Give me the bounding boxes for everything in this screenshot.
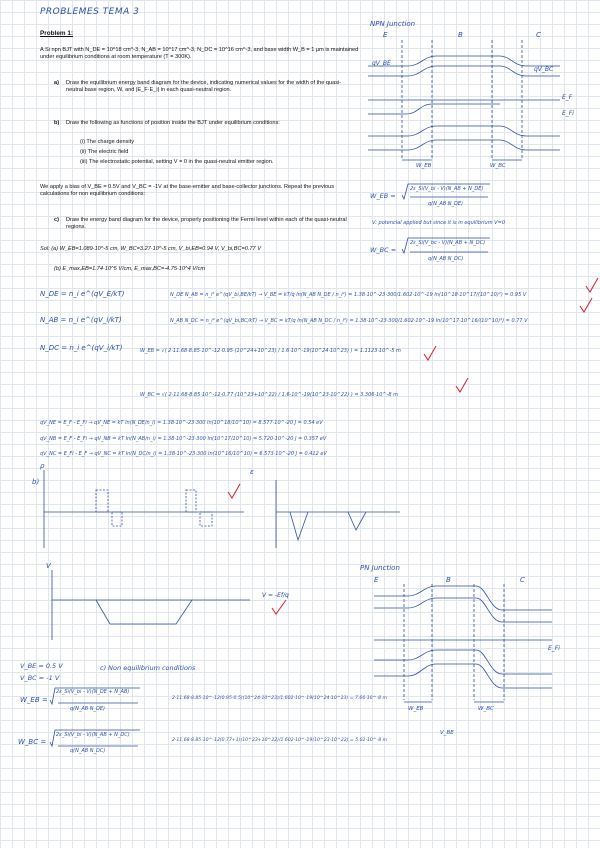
web-eq-num: 2ε_Si(V_bi - V)(N_AB + N_DE)	[410, 186, 484, 192]
qvbc-label: qV_BC	[534, 66, 554, 73]
rho-label: ρ	[40, 462, 45, 470]
qa-label: a)	[54, 80, 59, 86]
web-label: W_EB	[416, 163, 432, 169]
nde-eq: N_DE = n_i e^(qV_E/kT)	[40, 290, 125, 298]
problem-intro: A Si npn BJT with N_DE = 10^18 cm^-3, N_AB = 10^17 cm^-3, N_DC = 10^16 cm^-3, and base width W_B = 1 µm is maintained under equilibrium conditions at room temperature (T = 300K).	[40, 47, 359, 61]
web2-den: q(N_AB N_DE)	[70, 706, 106, 712]
v-note: V: potencial applied but since it is in equilibrium V=0	[372, 220, 505, 226]
v-relation: V = -Ef/q	[262, 592, 289, 599]
qb-item-2: (ii) The electric field	[80, 149, 129, 155]
label-c-top: C	[536, 31, 541, 39]
web2-num: 2ε_Si(V_bi - V)(N_DE + N_AB)	[56, 689, 130, 695]
pn-title: PN Junction	[360, 564, 400, 572]
wbc-label-bottom: W_BC	[478, 706, 494, 712]
page-title: PROBLEMES TEMA 3	[40, 7, 140, 17]
label-b-top: B	[458, 31, 463, 39]
vbe-label-bottom: V_BE	[440, 730, 454, 736]
qvbe-label: qV_BE	[372, 60, 391, 67]
c-label: c) Non equilibrium conditions	[100, 664, 196, 672]
wbc-eq-den: q(N_AB N_DC)	[428, 256, 464, 262]
wbc2-lhs: W_BC =	[18, 738, 47, 746]
qc-text: Draw the energy band diagram for the device, properly positioning the Fermi level within each of the quasi-neutral regions.	[66, 217, 347, 231]
band-diagram-equilibrium	[368, 40, 560, 160]
npn-title: NPN Junction	[370, 20, 416, 28]
wbc-label: W_BC	[490, 163, 506, 169]
vbe-calc: N_DE N_AB = n_i² e^(qV_bi,BE/kT) → V_BE = kT/q ln(N_AB N_DE / n_i²) = 1.38·10^-23·300/1.602·10^-19 ln(10^18·10^17/(10^10)²) = 0.95 V	[170, 292, 527, 298]
ef-label: E_F	[562, 94, 573, 101]
wbc-calc: W_BC = √( 2·11.68·8.85·10^-12·0.77·(10^23+10^22) / 1.6·10^-19(10^23·10^22) ) = 3.306·10^-8 m	[140, 392, 399, 398]
vbe-value: V_BE = 0.5 V	[20, 662, 63, 670]
qc-label: c)	[54, 217, 59, 223]
web2-calc: 2·11.68·8.85·10^-12(0.95-0.5)(10^24·10^23)/1.602·10^-19(10^24·10^23) = 7.66·10^-8 m	[172, 696, 387, 701]
web-label-bottom: W_EB	[408, 706, 424, 712]
problem-heading: Problem 1:	[40, 30, 74, 37]
label-e-top: E	[383, 31, 388, 39]
solution-line-1: Sol: (a) W_EB=1.089·10^-5 cm, W_BC=3.27·10^-5 cm, V_bi,EB=0.94 V, V_bi,BC=0.77 V	[40, 246, 261, 252]
electric-field-graph	[276, 480, 400, 548]
vbc-value: V_BC = -1 V	[20, 674, 60, 682]
wbc-eq-num: 2ε_Si(V_bc - V)(N_AB + N_DC)	[410, 240, 486, 246]
web-calc: W_EB = √( 2·11.68·8.85·10^-12·0.95·(10^24+10^23) / 1.6·10^-19(10^24·10^23) ) = 1.1123·10^-5 m	[140, 348, 401, 354]
potential-graph	[52, 570, 250, 640]
wbc-eq-lhs: W_BC =	[370, 246, 397, 254]
ndc-eq: N_DC = n_i e^(qV_i/kT)	[40, 344, 123, 352]
solution-line-2: (b) E_max,EB=1.74·10^5 V/cm, E_max,BC=-4.75·10^4 V/cm	[54, 266, 206, 272]
vbc-calc: N_AB N_DC = n_i² e^(qV_bi,BC/kT) → V_BC = kT/q ln(N_AB N_DC / n_i²) = 1.38·10^-23·300/1.602·10^-19 ln(10^17·10^16/(10^10)²) = 0.77 V	[170, 318, 528, 324]
charge-density-graph	[44, 470, 244, 548]
label-b-bottom: B	[446, 576, 451, 584]
band-diagram-nonequilibrium	[374, 584, 552, 702]
web2-lhs: W_EB =	[20, 696, 48, 704]
wbc2-num: 2ε_Si(V_bi - V)(N_AB + N_DC)	[56, 732, 130, 738]
paragraph-2: We apply a bias of V_BE = 0.5V and V_BC = -1V at the base-emitter and base-collector junctions. Repeat the previous calculations for non equilibrium conditions:	[40, 184, 335, 198]
nab-eq: N_AB = n_i e^(qV_i/kT)	[40, 316, 122, 324]
label-e-bottom: E	[374, 576, 379, 584]
efi-label-bottom: E_Fi	[548, 645, 560, 652]
web-eq-lhs: W_EB =	[370, 192, 396, 200]
qvb-calc: qV_NB = E_F - E_Fi → qV_NB = kT ln(N_AB/n_i) = 1.38·10^-23·300 ln(10^17/10^10) = 5.720·10^-20 J = 0.357 eV	[40, 436, 327, 442]
qb-text: Draw the following as functions of position inside the BJT under equilibrium conditions:	[66, 120, 280, 126]
qvc-calc: qV_NC = E_Fi - E_F → qV_NC = kT ln(N_DC/n_i) = 1.38·10^-23·300 ln(10^16/10^10) = 6.573·10^-20 J = 0.412 eV	[40, 451, 327, 457]
wbc2-calc: 2·11.68·8.85·10^-12(0.77+1)(10^23+10^22)/1.602·10^-19(10^23·10^22) = 5.02·10^-8 m	[172, 738, 388, 743]
qb-item-1: (i) The charge density	[80, 139, 134, 145]
wbc2-den: q(N_AB N_DC)	[70, 748, 106, 754]
sqrt-wbc	[402, 238, 490, 253]
qa-text: Draw the equilibrium energy band diagram for the device, indicating numerical values for the width of the quasi-neutral base region, W, and |E_F·E_i| in each quasi-neutral region.	[66, 80, 342, 94]
web-eq-den: q(N_AB N_DE)	[428, 201, 464, 207]
label-c-bottom: C	[520, 576, 525, 584]
b-label: b)	[32, 478, 40, 486]
qb-label: b)	[54, 120, 60, 126]
v-label: V	[46, 562, 51, 570]
qve-calc: qV_NE = E_F - E_Fi → qV_NE = kT ln(N_DE/n_i) = 1.38·10^-23·300 ln(10^18/10^10) = 8.577·10^-20 J = 0.54 eV	[40, 420, 323, 426]
efi-label: E_Fi	[562, 110, 574, 117]
e-field-label: ε	[250, 468, 254, 476]
qb-item-3: (iii) The electrostatic potential, setting V = 0 in the quasi-neutral emitter region.	[80, 159, 274, 165]
red-check-marks	[228, 278, 598, 614]
